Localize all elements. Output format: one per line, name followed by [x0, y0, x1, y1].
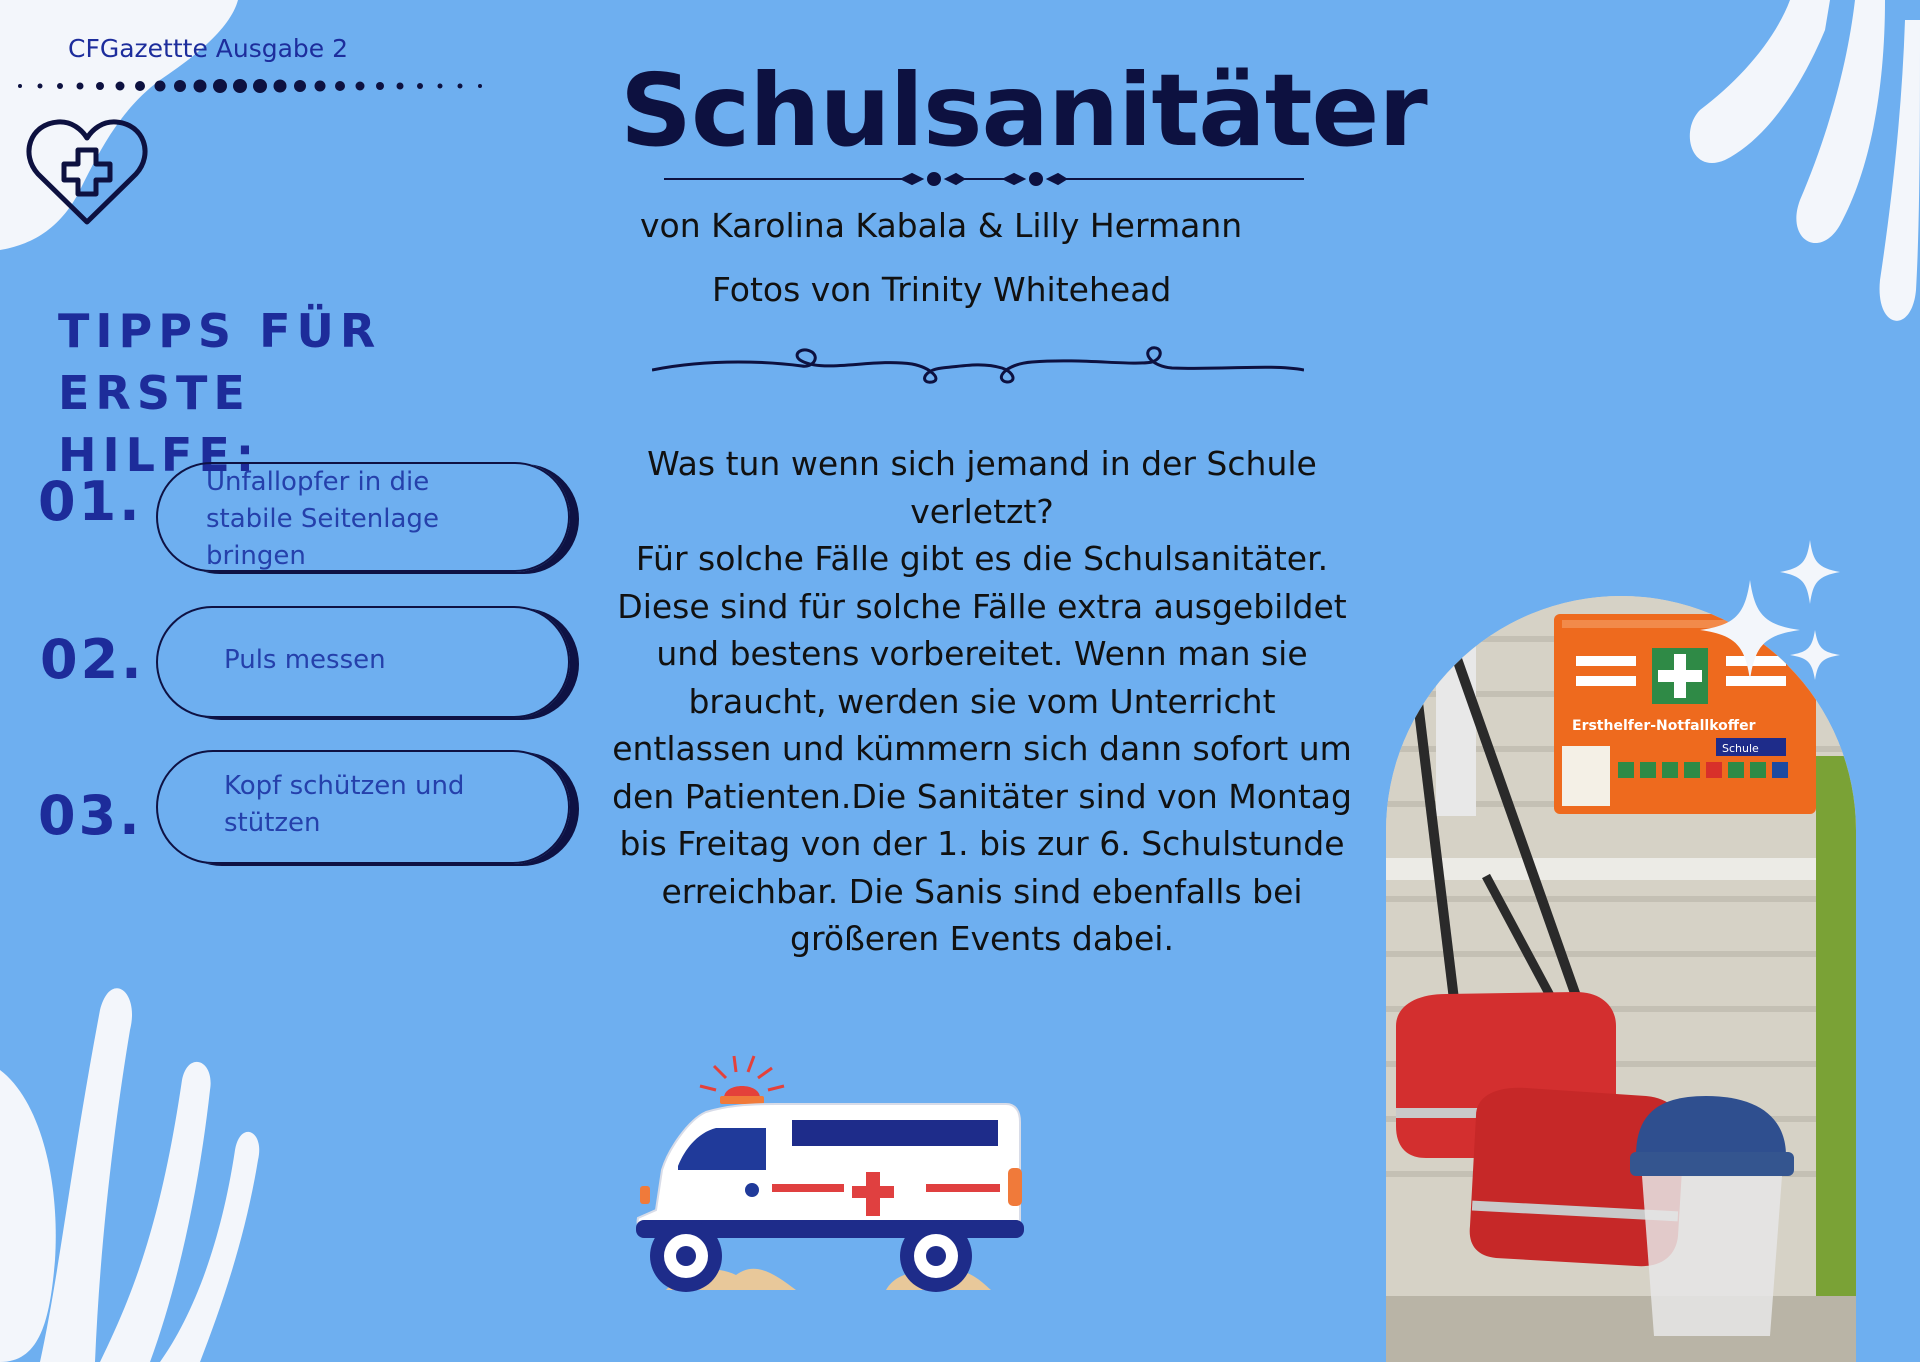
- article-title: Schulsanitäter: [620, 52, 1427, 169]
- first-aid-photo-scene: [1386, 596, 1856, 1362]
- ambulance-illustration: [596, 1050, 1026, 1300]
- tip-number-3: 03.: [38, 784, 143, 847]
- kit-title: Ersthelfer-Notfallkoffer: [1572, 718, 1756, 734]
- kit-label: Schule: [1722, 742, 1759, 755]
- swirl-divider: [652, 340, 1304, 390]
- tips-heading-line2: HILFE:: [58, 428, 261, 482]
- tip-number-1: 01.: [38, 470, 143, 533]
- first-aid-photo: [1386, 596, 1856, 1362]
- article-byline: von Karolina Kabala & Lilly Hermann: [640, 206, 1243, 245]
- photo-credit: Fotos von Trinity Whitehead: [712, 270, 1172, 309]
- issue-label: CFGazettte Ausgabe 2: [68, 34, 349, 63]
- decor-leaves-bottom-left: [0, 980, 260, 1362]
- sparkle-icon: [1700, 540, 1850, 710]
- tip-text-3: Kopf schützen und stützen: [224, 771, 465, 838]
- tip-number-2: 02.: [40, 628, 145, 691]
- tips-heading-line1: TIPPS FÜR ERSTE: [58, 304, 382, 420]
- tips-heading: [58, 300, 578, 486]
- decor-leaves-top-right: [1680, 0, 1920, 340]
- article-body: Was tun wenn sich jemand in der Schule verletzt? Für solche Fälle gibt es die Schulsanitäter. Diese sind für solche Fälle extra ausgebildet und bestens vorbereitet. Wenn man sie braucht, werden sie vom Unterricht entlassen und kümmern sich dann sofort um den Patienten.Die Sanitäter sind von Montag bis Freitag von der 1. bis zur 6. Schulstunde erreichbar. Die Sanis sind ebenfalls bei größeren Events dabei.: [612, 444, 1352, 958]
- tip-text-1: Unfallopfer in die stabile Seitenlage bringen: [206, 467, 439, 571]
- heart-cross-icon: [26, 118, 148, 228]
- tip-text-2: Puls messen: [224, 645, 386, 675]
- ornamental-divider: [664, 162, 1304, 196]
- dotted-divider: [16, 74, 496, 98]
